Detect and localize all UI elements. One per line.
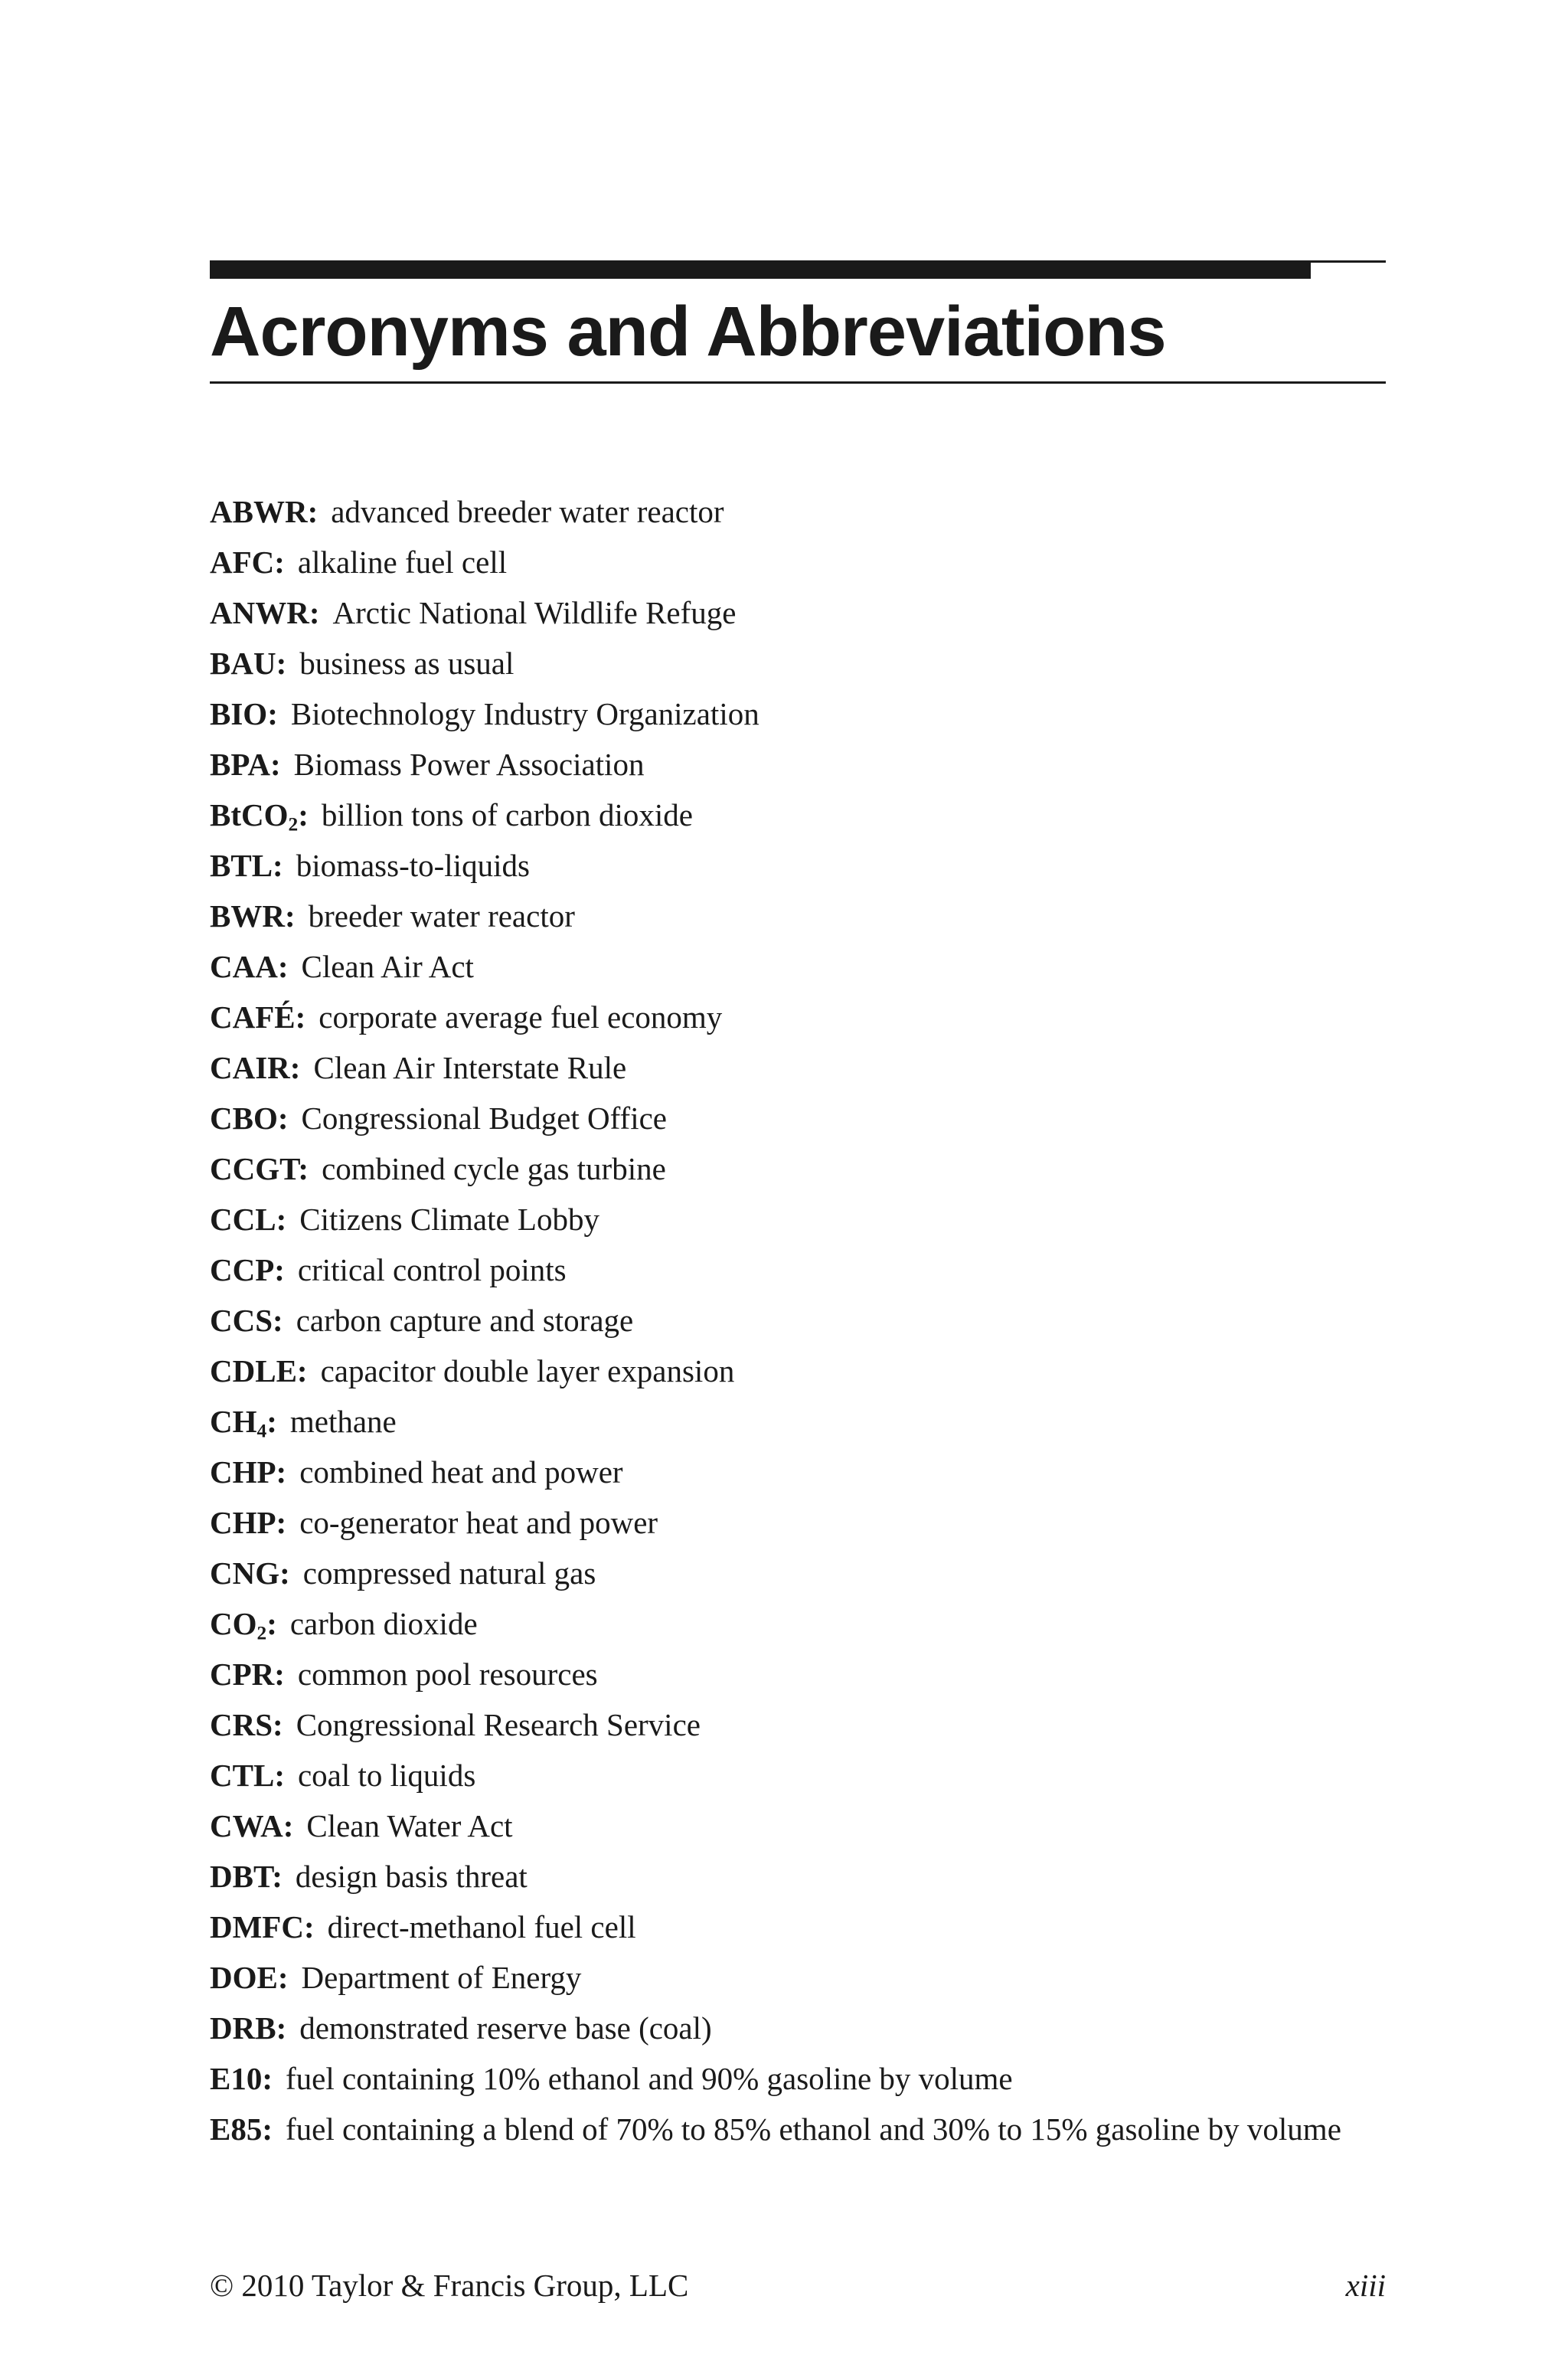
acronym-entry [210,739,1386,790]
acronym-entry [210,537,1386,587]
acronym-definition: critical control points [297,1252,567,1288]
acronym-definition: design basis threat [295,1859,528,1895]
acronym-term: CCL: [210,1202,287,1238]
acronym-entry [210,1801,1386,1851]
acronym-term: CRS: [210,1707,283,1743]
acronym-definition: Clean Air Act [301,949,474,985]
acronym-definition: capacitor double layer expansion [320,1353,735,1389]
acronym-term: AFC: [210,545,285,581]
acronym-term: CCS: [210,1303,283,1339]
acronym-term: DOE: [210,1960,289,1996]
acronym-term: $CH_4$: [210,1404,277,1442]
acronym-definition: fuel containing a blend of 70% to 85% ethanol and 30% to 15% gasoline by volume [286,2111,1341,2147]
acronym-term: BAU: [210,646,287,682]
page-content [210,260,1386,2154]
acronym-entry [210,1598,1386,1649]
acronym-term: CBO: [210,1101,289,1137]
acronym-definition: biomass-to-liquids [296,848,530,884]
acronym-term: CWA: [210,1808,294,1844]
acronym-subscript: 2 [256,1622,267,1644]
acronym-term: CDLE: [210,1353,308,1389]
acronym-term: CPR: [210,1657,285,1693]
acronym-definition: fuel containing 10% ethanol and 90% gasoline by volume [286,2061,1013,2097]
title-top-rule-thick [210,260,1311,279]
acronym-term: CAFÉ: [210,999,306,1035]
acronym-definition: co-generator heat and power [299,1505,658,1541]
acronym-term: ABWR: [210,494,318,530]
acronym-entry [210,1346,1386,1396]
acronym-term: CCGT: [210,1151,309,1187]
acronym-definition: Congressional Research Service [296,1707,701,1743]
acronym-term: CAA: [210,949,289,985]
acronym-term: ANWR: [210,595,320,631]
acronym-entry [210,2003,1386,2053]
acronym-entry [210,790,1386,840]
acronym-entry [210,1548,1386,1598]
acronym-entry [210,1750,1386,1801]
acronym-entry [210,1497,1386,1548]
acronym-term: CCP: [210,1252,285,1288]
acronym-definition: Biotechnology Industry Organization [290,696,760,732]
acronym-term: DMFC: [210,1909,315,1945]
acronym-entry [210,1952,1386,2003]
acronym-entry [210,992,1386,1042]
acronym-definition: combined heat and power [299,1454,623,1490]
acronym-entry [210,1851,1386,1902]
acronym-term: BWR: [210,898,296,934]
acronym-term: $CO_2$: [210,1606,277,1644]
acronym-term: DRB: [210,2010,287,2046]
acronym-term: CHP: [210,1505,287,1541]
acronym-term: CHP: [210,1454,287,1490]
acronym-term: BtCO$_2$: [210,797,309,836]
acronym-definition: compressed natural gas [302,1555,596,1591]
page-title: Acronyms and Abbreviations [210,293,1166,371]
acronym-entry [210,688,1386,739]
acronym-term: CAIR: [210,1050,301,1086]
acronym-entry [210,1699,1386,1750]
acronym-term: E85: [210,2111,273,2147]
acronym-entry [210,2053,1386,2104]
copyright-notice: © 2010 Taylor & Francis Group, LLC [210,2268,689,2303]
acronym-definition: corporate average fuel economy [318,999,723,1035]
acronym-definition: methane [289,1404,397,1440]
acronym-entry [210,587,1386,638]
acronym-entry [210,1245,1386,1295]
acronym-entry [210,1447,1386,1497]
acronym-definition: Arctic National Wildlife Refuge [332,595,737,631]
acronym-term: CNG: [210,1555,290,1591]
acronym-definition: carbon capture and storage [296,1303,634,1339]
acronym-definition: common pool resources [297,1657,598,1693]
acronym-term: E10: [210,2061,273,2097]
acronym-list [210,486,1386,2154]
acronym-entry [210,1396,1386,1447]
acronym-definition: Biomass Power Association [293,747,645,783]
acronym-definition: demonstrated reserve base (coal) [299,2010,712,2046]
acronym-definition: alkaline fuel cell [297,545,508,581]
acronym-definition: Clean Water Act [306,1808,513,1844]
acronym-term: BTL: [210,848,283,884]
acronym-definition: Congressional Budget Office [301,1101,668,1137]
acronym-definition: Department of Energy [301,1960,582,1996]
page-number: xiii [1345,2268,1386,2303]
acronym-term: CTL: [210,1758,285,1794]
acronym-entry [210,1042,1386,1093]
page-footer [210,2267,1386,2304]
acronym-definition: direct-methanol fuel cell [327,1909,636,1945]
acronym-entry [210,840,1386,891]
acronym-entry [210,2104,1386,2154]
acronym-subscript: 4 [256,1420,267,1442]
acronym-entry [210,1093,1386,1143]
acronym-definition: carbon dioxide [289,1606,478,1642]
acronym-definition: billion tons of carbon dioxide [321,797,693,833]
acronym-term: BIO: [210,696,278,732]
acronym-entry [210,1143,1386,1194]
acronym-entry [210,1902,1386,1952]
acronym-definition: breeder water reactor [308,898,575,934]
acronym-entry [210,1194,1386,1245]
acronym-entry [210,941,1386,992]
acronym-definition: business as usual [299,646,514,682]
acronym-subscript: 2 [288,813,299,836]
acronym-entry [210,1649,1386,1699]
acronym-definition: combined cycle gas turbine [322,1151,666,1187]
acronym-entry [210,891,1386,941]
acronym-entry [210,1295,1386,1346]
acronym-definition: Citizens Climate Lobby [299,1202,599,1238]
acronym-definition: coal to liquids [297,1758,476,1794]
title-top-rule [210,260,1386,279]
chapter-header [210,260,1386,384]
acronym-entry [210,638,1386,688]
acronym-term: DBT: [210,1859,283,1895]
acronym-definition: advanced breeder water reactor [331,494,724,530]
acronym-definition: Clean Air Interstate Rule [313,1050,627,1086]
acronym-term: BPA: [210,747,281,783]
acronym-entry [210,486,1386,537]
title-underline-rule [210,381,1386,384]
